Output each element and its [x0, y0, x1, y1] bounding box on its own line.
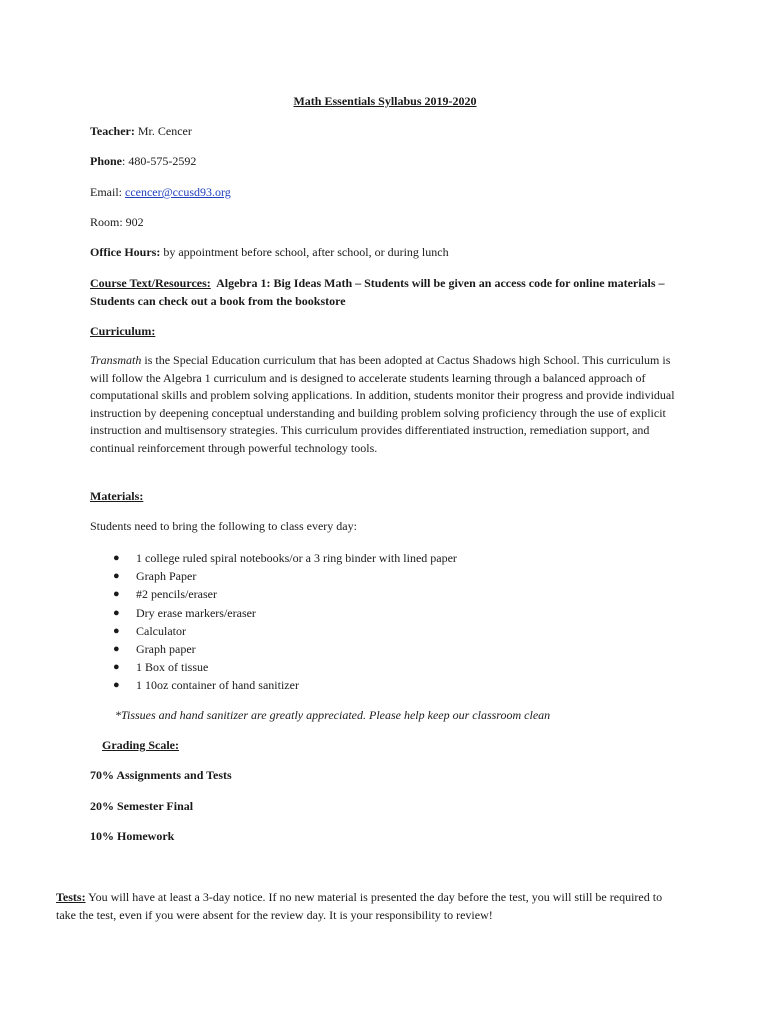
materials-intro: Students need to bring the following to class every day: — [90, 519, 357, 533]
phone-label: Phone — [90, 154, 123, 168]
bullet-icon: ● — [113, 661, 120, 674]
grading-item: 20% Semester Final — [90, 799, 194, 813]
tests-paragraph — [56, 888, 676, 924]
office-hours-line — [90, 244, 449, 262]
list-item-text: #2 pencils/eraser — [136, 587, 217, 602]
course-text-paragraph — [90, 275, 675, 310]
curriculum-body: is the Special Education curriculum that has been adopted at Cactus Shadows high School. This curriculum is will follow the Algebra 1 curriculum and is designed to accelerate students learning through a balanced approach of computational skills and problem solving applications. In addition, students monitor their progress and provide individual instruction by deepening conceptual understanding and building problem solving proficiency through the use of explicit instruction and multisensory strategies. This curriculum provides differentiated instruction, remediation support, and continual reinforcement through powerful technology tools. — [90, 353, 675, 455]
phone-line — [90, 153, 196, 171]
teacher-label: Teacher: — [90, 124, 135, 138]
list-item-text: 1 Box of tissue — [136, 660, 209, 675]
list-item-text: Graph paper — [136, 641, 196, 656]
bullet-icon: ● — [113, 642, 120, 655]
curriculum-heading: Curriculum: — [90, 324, 156, 338]
list-item — [113, 567, 457, 585]
email-label: Email: — [90, 185, 125, 199]
curriculum-italic-word: Transmath — [90, 353, 142, 367]
list-item — [113, 585, 457, 603]
materials-list — [90, 549, 457, 695]
teacher-line — [90, 123, 192, 141]
list-item-text: 1 10oz container of hand sanitizer — [136, 678, 299, 693]
materials-note: *Tissues and hand sanitizer are greatly appreciated. Please help keep our classroom clean — [115, 708, 551, 722]
list-item-text: 1 college ruled spiral notebooks/or a 3 ring binder with lined paper — [136, 551, 457, 565]
grading-item: 70% Assignments and Tests — [90, 768, 232, 782]
course-text-label: Course Text/Resources: — [90, 276, 211, 290]
phone-value: : 480-575-2592 — [122, 154, 197, 168]
list-item-text: Calculator — [136, 623, 186, 638]
page-title: Math Essentials Syllabus 2019-2020 — [293, 94, 477, 108]
bullet-icon: ● — [113, 588, 120, 601]
bullet-icon: ● — [113, 570, 120, 583]
list-item — [113, 549, 457, 567]
tests-body: You will have at least a 3-day notice. If no new material is presented the day before the test, you will still be required to take the test, even if you were absent for the review day. It is your responsibility to review! — [56, 890, 663, 922]
list-item-text: Dry erase markers/eraser — [136, 605, 256, 620]
grading-heading: Grading Scale: — [102, 738, 179, 752]
materials-heading: Materials: — [90, 489, 144, 503]
list-item — [113, 604, 457, 622]
bullet-icon: ● — [113, 679, 120, 692]
room-line: Room: 902 — [90, 215, 144, 229]
list-item — [113, 640, 457, 658]
tests-label: Tests: — [56, 890, 86, 904]
office-hours-label: Office Hours: — [90, 245, 161, 259]
curriculum-paragraph — [90, 352, 675, 457]
email-line — [90, 184, 231, 202]
bullet-icon: ● — [113, 606, 120, 619]
course-text-value: Algebra 1: Big Ideas Math – Students will be given an access code for online materials – Students can check out a book from the bookstore — [90, 276, 665, 308]
list-item — [113, 622, 457, 640]
teacher-value: Mr. Cencer — [137, 124, 192, 138]
office-hours-value: by appointment before school, after school, or during lunch — [163, 245, 449, 259]
bullet-icon: ● — [113, 552, 120, 564]
list-item-text: Graph Paper — [136, 569, 197, 584]
bullet-icon: ● — [113, 624, 120, 637]
list-item — [113, 658, 457, 676]
email-link[interactable]: ccencer@ccusd93.org — [125, 185, 231, 199]
grading-item: 10% Homework — [90, 829, 175, 843]
list-item — [113, 676, 457, 694]
